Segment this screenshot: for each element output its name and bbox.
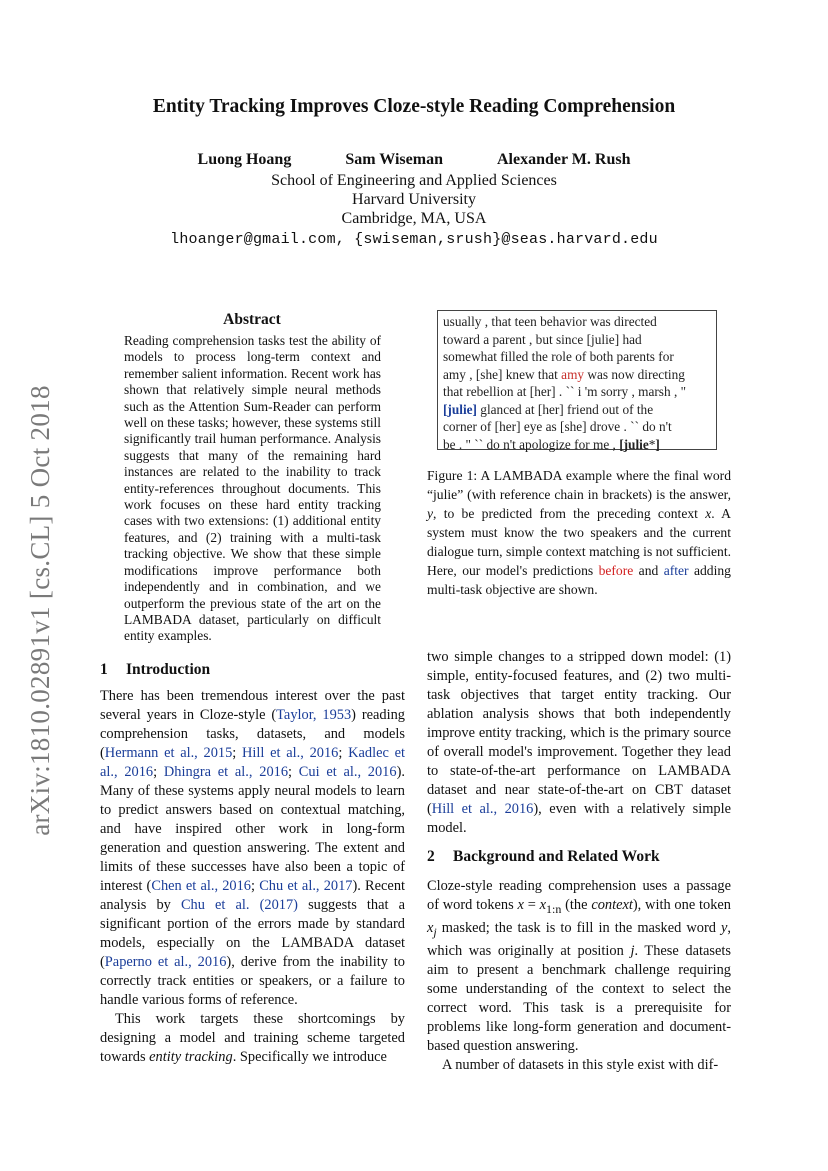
text: suggests that a significant portion of the errors made by standard models, especially on the LAMBADA dataset ( bbox=[100, 897, 405, 970]
text: = bbox=[523, 897, 540, 913]
prediction-after: [julie] bbox=[443, 401, 477, 417]
emphasis: entity tracking bbox=[149, 1049, 233, 1065]
bracket: ] bbox=[655, 436, 660, 452]
abstract-text: Reading comprehension tasks test the ability of models to process long-term context and remember salient information. Recent work has shown that relatively simple neural methods such as the Attention Sum-Reader can perform well on these tasks; however, these systems still significantly trail human performance. Analysis suggests that many of the remaining hard instances are related to the inability to track entity-references throughout documents. This work focuses on these hard entity tracking cases with two extensions: (1) additional entity features, and (2) training with a multi-task tracking objective. We show that these simple modifications improve performance both independently and in combination, and we outperform the previous state of the art on the LAMBADA dataset, particularly on difficult entity examples. bbox=[124, 333, 381, 644]
text: was now directing bbox=[584, 366, 685, 382]
text: , which was originally at position bbox=[427, 919, 731, 959]
text: . Specifically we introduce bbox=[232, 1049, 387, 1065]
text: two simple changes to a stripped down model: (1) simple, entity-focused features, and (2) two multi-task objectives that target entity tracking. Our ablation analysis shows that both independently improve entity tracking, which is the primary source of overall model's improvement. Together they lead to state-of-the-art performance on LAMBADA dataset and near state-of-the-art on CBT dataset ( bbox=[427, 649, 731, 817]
text: ; bbox=[338, 745, 349, 761]
text: amy , [she] knew that bbox=[443, 366, 562, 382]
section-number: 2 bbox=[427, 848, 435, 865]
citation-link[interactable]: Hermann et al., 2015 bbox=[104, 745, 233, 761]
text: ), even with a relatively simple model. bbox=[427, 801, 731, 836]
citation-link[interactable]: Hill et al., 2016 bbox=[242, 745, 339, 761]
figure-line: that rebellion at [her] . `` i 'm sorry , marsh , " bbox=[443, 384, 687, 399]
author-emails: lhoanger@gmail.com, {swiseman,srush}@seas.harvard.edu bbox=[170, 231, 658, 248]
text: ; bbox=[251, 878, 260, 894]
text: and bbox=[633, 563, 664, 578]
background-body bbox=[427, 877, 731, 1075]
figure-line bbox=[443, 401, 711, 419]
author-2: Sam Wiseman bbox=[345, 151, 443, 168]
text: Cloze-style reading comprehension uses a passage of word tokens bbox=[427, 878, 731, 913]
text: ; bbox=[232, 745, 243, 761]
author-list bbox=[0, 151, 828, 169]
citation-link[interactable]: Cui et al., 2016 bbox=[298, 764, 397, 780]
math-var: x bbox=[539, 897, 546, 913]
figure-line: toward a parent , but since [julie] had bbox=[443, 331, 642, 347]
text: ). Recent analysis by bbox=[100, 878, 406, 913]
citation-link[interactable]: Dhingra et al., 2016 bbox=[163, 764, 289, 780]
math-var: y bbox=[427, 506, 434, 521]
figure-1-example-box bbox=[437, 310, 717, 450]
affiliation-university: Harvard University bbox=[352, 191, 476, 208]
text: (the bbox=[561, 897, 592, 913]
intro-paragraph-1 bbox=[100, 687, 405, 1010]
before-label: before bbox=[598, 563, 634, 578]
text: ), derive from the inability to correctly track entities or speakers, or a failure to handle various forms of reference. bbox=[100, 954, 406, 1008]
text: Figure 1: A LAMBADA example where the final word “julie” (with reference chain in brackets) is the answer, bbox=[427, 468, 731, 502]
abstract-heading: Abstract bbox=[223, 311, 281, 328]
text: be . " `` do n't apologize for me , bbox=[443, 436, 620, 452]
section-heading-introduction bbox=[100, 661, 210, 679]
author-3: Alexander M. Rush bbox=[496, 151, 631, 168]
section-title: Introduction bbox=[126, 661, 211, 678]
text: ). Many of these systems apply neural models to learn to predict answers based on contextual matching, and have inspired other work in long-form generation and question answering. The extent and limits of these successes have also been a topic of interest ( bbox=[100, 764, 405, 894]
math-var: x bbox=[427, 919, 434, 936]
citation-link[interactable]: Chen et al., 2016 bbox=[151, 878, 252, 894]
text: ; bbox=[288, 764, 299, 780]
citation-link[interactable]: Taylor, 1953 bbox=[276, 707, 352, 723]
math-var: x bbox=[705, 506, 712, 521]
text: . A system must know the two speakers and the current dialogue turn, simple context matching is not sufficient. Here, our model's predictions bbox=[427, 506, 731, 578]
text: , to be predicted from the preceding context bbox=[433, 506, 706, 521]
introduction-body bbox=[100, 687, 405, 1067]
introduction-continued bbox=[427, 648, 731, 838]
affiliation-school: School of Engineering and Applied Sciences bbox=[271, 172, 557, 189]
section-heading-background bbox=[427, 848, 660, 866]
affiliation-location: Cambridge, MA, USA bbox=[341, 210, 487, 227]
prediction-before: amy bbox=[561, 366, 585, 382]
text: ; bbox=[153, 764, 164, 780]
text: glanced at [her] friend out of the bbox=[476, 401, 654, 417]
math-var: x bbox=[517, 897, 524, 913]
citation-link[interactable]: Paperno et al., 2016 bbox=[104, 954, 227, 970]
star-mark: * bbox=[648, 436, 656, 452]
citation-link[interactable]: Chu et al. (2017) bbox=[180, 897, 298, 913]
figure-line: somewhat filled the role of both parents for bbox=[443, 349, 674, 364]
figure-line: usually , that teen behavior was directed bbox=[443, 314, 657, 329]
section-number: 1 bbox=[100, 661, 108, 678]
background-paragraph-1 bbox=[427, 877, 731, 1056]
text: ), with one token bbox=[632, 897, 731, 913]
text: ) reading comprehension tasks, datasets, and models ( bbox=[100, 707, 405, 761]
figure-line bbox=[443, 436, 711, 454]
background-paragraph-2: A number of datasets in this style exist with dif- bbox=[442, 1056, 719, 1073]
after-label: after bbox=[663, 563, 689, 578]
intro-paragraph-3 bbox=[427, 648, 731, 838]
text: This work targets these shortcomings by designing a model and training scheme targeted towards bbox=[100, 1011, 405, 1065]
author-1: Luong Hoang bbox=[197, 151, 292, 168]
math-var: y bbox=[721, 919, 728, 936]
citation-link[interactable]: Chu et al., 2017 bbox=[259, 878, 353, 894]
arxiv-id: arXiv:1810.02891v1 [cs.CL] 5 Oct 2018 bbox=[24, 384, 55, 836]
math-subscript: 1:n bbox=[546, 901, 562, 916]
text: adding multi-task objective are shown. bbox=[427, 563, 731, 597]
citation-link[interactable]: Hill et al., 2016 bbox=[431, 801, 534, 817]
text: masked; the task is to fill in the masked word bbox=[436, 919, 721, 936]
figure-1-caption bbox=[427, 466, 731, 599]
section-title: Background and Related Work bbox=[453, 848, 660, 865]
math-subscript: j bbox=[433, 924, 437, 939]
intro-paragraph-2 bbox=[100, 1010, 405, 1067]
figure-line bbox=[443, 366, 711, 384]
math-var: j bbox=[630, 942, 635, 959]
arxiv-stamp bbox=[10, 375, 70, 845]
text: There has been tremendous interest over the past several years in Cloze-style ( bbox=[100, 688, 405, 723]
figure-line: corner of [her] eye as [she] drove . `` do n't bbox=[443, 419, 672, 434]
paper-title: Entity Tracking Improves Cloze-style Reading Comprehension bbox=[152, 96, 676, 117]
citation-link[interactable]: Kadlec et al., 2016 bbox=[100, 745, 405, 780]
text: . These datasets aim to present a benchmark challenge requiring some understanding of the context to select the correct word. This task is a prerequisite for problems like long-form generation and document-based question answering. bbox=[427, 942, 731, 1054]
emphasis: context bbox=[591, 897, 633, 913]
answer-word: [julie bbox=[619, 436, 649, 452]
